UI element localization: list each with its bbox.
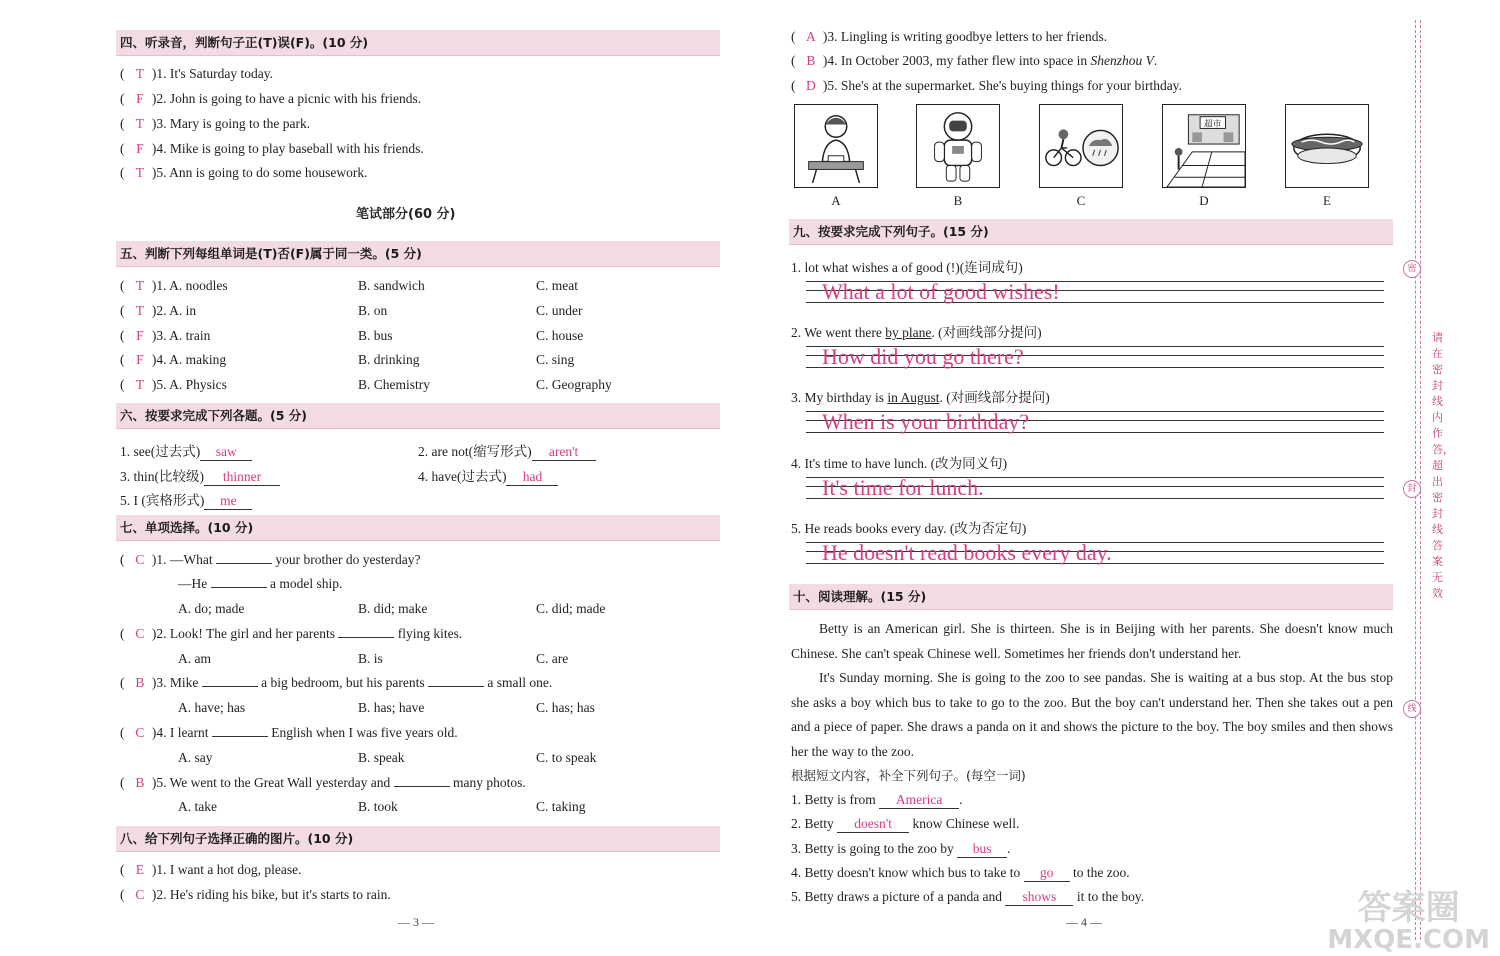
answer-field: thinner [204, 469, 280, 486]
option-b: B. on [358, 303, 388, 318]
answer-field: aren't [532, 444, 596, 461]
section-6-header: 六、按要求完成下列各题。(5 分) [116, 403, 720, 429]
picture-a-label: A [831, 193, 841, 208]
list-item: ( E )1. I want a hot dog, please. [120, 862, 302, 877]
picture-b-label: B [953, 193, 963, 208]
reading-paragraph-1: Betty is an American girl. She is thirteen. She is in Beijing with her parents. She doesn't know much Chinese. She can't speak Chinese well. Sometimes her friends don't understand her. [791, 621, 1393, 661]
list-item: 3. Betty is going to the zoo by bus . [791, 841, 1011, 856]
list-item: ( C )2. Look! The girl and her parents flying kites. [120, 626, 463, 641]
watermark-logo: 答案圈 MXQE.COM [1327, 888, 1490, 955]
handwritten-answer: What a lot of good wishes! [822, 279, 1060, 304]
list-item: ( C )1. —What your brother do yesterday? [120, 552, 421, 567]
picture-c [1039, 104, 1123, 188]
list-item: 2. Betty doesn't know Chinese well. [791, 816, 1020, 831]
bike-rain-icon [1040, 105, 1122, 187]
option-c: C. did; made [536, 601, 606, 616]
option-c: C. are [536, 651, 569, 666]
list-item: ( F )3. A. train [120, 328, 211, 343]
list-item: ( T )1. It's Saturday today. [120, 66, 274, 81]
page-number: — 3 — [398, 915, 434, 929]
section-7-header: 七、单项选择。(10 分) [116, 515, 720, 541]
question-prompt: 4. It's time to have lunch. (改为同义句) [791, 456, 1008, 471]
list-item: 4. have(过去式) had [418, 465, 558, 486]
section-9-header: 九、按要求完成下列句子。(15 分) [789, 219, 1393, 245]
list-item: 1. see(过去式) saw [120, 440, 252, 461]
picture-e-label: E [1323, 193, 1331, 208]
option-c: C. house [536, 328, 584, 343]
seal-mark: 密 [1403, 260, 1421, 278]
option-c: C. sing [536, 352, 575, 367]
list-item: ( T )2. A. in [120, 303, 197, 318]
list-item: ( T )3. Mary is going to the park. [120, 116, 311, 131]
list-item: ( F )4. A. making [120, 352, 227, 367]
supermarket-icon [1163, 105, 1245, 187]
answer-field: America [879, 792, 959, 809]
answer-field: me [204, 493, 252, 510]
list-item: ( B )4. In October 2003, my father flew into space in Shenzhou V. [791, 53, 1158, 68]
hot-dog-icon [1286, 105, 1368, 187]
question-prompt: 3. My birthday is in August. (对画线部分提问) [791, 390, 1050, 405]
option-b: B. bus [358, 328, 393, 343]
answer-field: go [1024, 865, 1070, 882]
section-5-header: 五、判断下列每组单词是(T)否(F)属于同一类。(5 分) [116, 241, 720, 267]
answer-field: had [506, 469, 558, 486]
reading-instruction: 根据短文内容，补全下列句子。(每空一词) [791, 768, 1026, 783]
list-item: —He a model ship. [178, 576, 343, 591]
written-part-title: 笔试部分(60 分) [356, 207, 456, 222]
section-8-header: 八、给下列句子选择正确的图片。(10 分) [116, 826, 720, 852]
option-b: B. Chemistry [358, 377, 431, 392]
option-c: C. under [536, 303, 583, 318]
section-10-header: 十、阅读理解。(15 分) [789, 584, 1393, 610]
seal-mark: 封 [1403, 480, 1421, 498]
supermarket-sign: 超市 [1204, 119, 1222, 130]
question-prompt: 2. We went there by plane. (对画线部分提问) [791, 325, 1042, 340]
list-item: ( T )1. A. noodles [120, 278, 228, 293]
answer-field: bus [957, 841, 1007, 858]
option-a: A. am [178, 651, 211, 666]
picture-a [794, 104, 878, 188]
option-b: B. speak [358, 750, 405, 765]
question-prompt: 1. lot what wishes a of good (!)(连词成句) [791, 260, 1023, 275]
list-item: ( C )4. I learnt English when I was five years old. [120, 725, 458, 740]
list-item: 1. Betty is from America . [791, 792, 963, 807]
picture-b [916, 104, 1000, 188]
option-a: A. say [178, 750, 213, 765]
seal-mark: 线 [1403, 700, 1421, 718]
girl-writing-icon [795, 105, 877, 187]
list-item: 2. are not(缩写形式) aren't [418, 440, 596, 461]
astronaut-icon [917, 105, 999, 187]
option-c: C. taking [536, 799, 586, 814]
list-item: ( D )5. She's at the supermarket. She's buying things for your birthday. [791, 78, 1182, 93]
option-a: A. take [178, 799, 217, 814]
picture-e [1285, 104, 1369, 188]
handwritten-answer: He doesn't read books every day. [822, 540, 1112, 565]
option-b: B. sandwich [358, 278, 425, 293]
option-c: C. meat [536, 278, 578, 293]
list-item: 4. Betty doesn't know which bus to take to go to the zoo. [791, 865, 1130, 880]
handwritten-answer: It's time for lunch. [822, 475, 984, 500]
option-b: B. took [358, 799, 398, 814]
question-prompt: 5. He reads books every day. (改为否定句) [791, 521, 1027, 536]
list-item: ( B )3. Mike a big bedroom, but his parents a small one. [120, 675, 553, 690]
list-item: 5. I (宾格形式) me [120, 489, 252, 510]
seal-instruction: 请在密封线内作答，超出密封线答案无效 [1432, 331, 1454, 600]
answer-field: doesn't [837, 816, 909, 833]
handwritten-answer: When is your birthday? [822, 409, 1030, 434]
list-item: ( T )5. A. Physics [120, 377, 227, 392]
section-4-header: 四、听录音，判断句子正(T)误(F)。(10 分) [116, 30, 720, 56]
reading-paragraph-2: It's Sunday morning. She is going to the zoo to see pandas. She is waiting at a bus stop. At the bus stop she asks a boy which bus to take to go to the zoo. But the boy can't understand her. Then she takes out a pen and a piece of paper. She draws a panda on it and shows the picture to the boy. The boy smiles and then shows her the way to the zoo. [791, 670, 1393, 759]
list-item: ( T )5. Ann is going to do some housework. [120, 165, 368, 180]
option-b: B. did; make [358, 601, 428, 616]
list-item: ( B )5. We went to the Great Wall yesterday and many photos. [120, 775, 526, 790]
picture-d-label: D [1199, 193, 1209, 208]
list-item: ( F )2. John is going to have a picnic with his friends. [120, 91, 422, 106]
list-item: 5. Betty draws a picture of a panda and shows it to the boy. [791, 889, 1145, 904]
option-c: C. Geography [536, 377, 612, 392]
option-a: A. have; has [178, 700, 246, 715]
list-item: 3. thin(比较级) thinner [120, 465, 280, 486]
option-b: B. has; have [358, 700, 425, 715]
list-item: ( A )3. Lingling is writing goodbye letters to her friends. [791, 29, 1108, 44]
option-c: C. has; has [536, 700, 595, 715]
page-number: — 4 — [1066, 915, 1102, 929]
handwritten-answer: How did you go there? [822, 344, 1024, 369]
list-item: ( F )4. Mike is going to play baseball with his friends. [120, 141, 424, 156]
option-a: A. do; made [178, 601, 245, 616]
option-b: B. drinking [358, 352, 420, 367]
answer-field: shows [1005, 889, 1073, 906]
answer-field: saw [200, 444, 252, 461]
picture-d [1162, 104, 1246, 188]
option-c: C. to speak [536, 750, 597, 765]
list-item: ( C )2. He's riding his bike, but it's starts to rain. [120, 887, 391, 902]
picture-c-label: C [1076, 193, 1086, 208]
option-b: B. is [358, 651, 383, 666]
